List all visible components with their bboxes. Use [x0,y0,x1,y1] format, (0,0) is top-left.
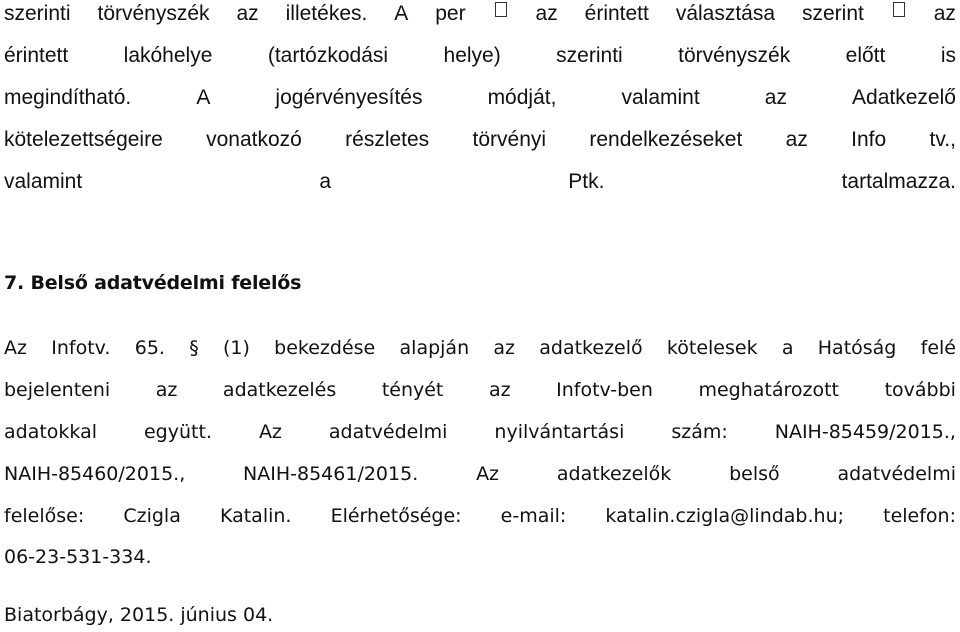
word: Info [851,128,887,151]
word: belső [729,463,780,485]
word: érintett [584,2,649,25]
word: A [196,86,211,109]
para2-line1 [4,337,956,359]
word: törvényszék [678,44,791,67]
word: további [884,379,956,401]
word: illetékes. [285,2,368,25]
word: telefon: [883,505,956,527]
para1-line4 [4,128,956,152]
word: módját, [487,86,557,109]
para2-line6: 06-23-531-334. [4,546,152,568]
word: Adatkezelő [852,86,956,109]
word: érintett [4,44,69,67]
word: törvényi [472,128,547,151]
word: valamint [4,170,83,193]
word: Az [4,337,27,359]
word: Elérhetősége: [330,505,462,527]
word: adatvédelmi [328,421,448,443]
placeholder-box [893,2,905,17]
word: Az [258,421,282,443]
word: az [488,379,511,401]
word: per [435,2,466,25]
word: megindítható. [4,86,132,109]
word: (tartózkodási [267,44,389,67]
word: Az [476,463,500,485]
word: az [785,128,808,151]
word: adatkezelők [556,463,672,485]
word: az [493,337,515,359]
word: az [535,2,558,25]
word: Infotv-ben [556,379,653,401]
word: szám: [671,421,728,443]
word: tv., [929,128,956,151]
word: § [189,337,199,359]
word: az [764,86,787,109]
word: is [940,44,956,67]
word: katalin.czigla@lindab.hu; [605,505,845,527]
word: a [319,170,332,193]
para2-line2 [4,379,956,401]
word: adatkezelés [222,379,337,401]
word: vonatkozó [206,128,302,151]
para1-line3 [4,86,956,110]
word: az [236,2,259,25]
word: tényét [381,379,444,401]
word: 65. [134,337,165,359]
word: adatvédelmi [837,463,956,485]
word: jogérvényesítés [275,86,423,109]
word: (1) [222,337,250,359]
word: A [394,2,409,25]
word: Infotv. [51,337,111,359]
word: valamint [621,86,700,109]
word: felé [920,337,956,359]
word: a [781,337,794,359]
word: Hatóság [817,337,897,359]
word: adatkezelő [539,337,643,359]
word: e-mail: [500,505,567,527]
word: meghatározott [698,379,840,401]
para1-line1 [4,2,956,26]
word: együtt. [143,421,212,443]
word: szerinti [556,44,623,67]
word: NAIH-85460/2015., [4,463,186,485]
word: szerinti [4,2,71,25]
word: lakóhelye [123,44,213,67]
word: adatokkal [4,421,98,443]
section-heading: 7. Belső adatvédelmi felelős [4,272,302,294]
word: szerint [801,2,864,25]
word: választása [675,2,776,25]
word: helye) [443,44,501,67]
para1-line5 [4,170,956,194]
word: kötelesek [666,337,758,359]
word: NAIH-85461/2015. [243,463,419,485]
word: kötelezettségeire [4,128,163,151]
word: bekezdése [274,337,376,359]
word: Katalin. [219,505,292,527]
word: az [933,2,956,25]
word: nyilvántartási [494,421,625,443]
word: előtt [845,44,886,67]
word: felelőse: [4,505,85,527]
word: alapján [399,337,470,359]
word: részletes [345,128,430,151]
word: bejelenteni [4,379,111,401]
para2-line3 [4,421,956,443]
word: tartalmazza. [841,170,956,193]
para2-line4 [4,463,956,485]
placeholder-box [495,2,507,17]
word: törvényszék [97,2,210,25]
word: Czigla [123,505,181,527]
place-date: Biatorbágy, 2015. június 04. [4,604,274,626]
word: NAIH-85459/2015., [774,421,956,443]
word: Ptk. [568,170,605,193]
word: az [155,379,178,401]
word: rendelkezéseket [589,128,743,151]
para2-line5 [4,505,956,527]
para1-line2 [4,44,956,68]
